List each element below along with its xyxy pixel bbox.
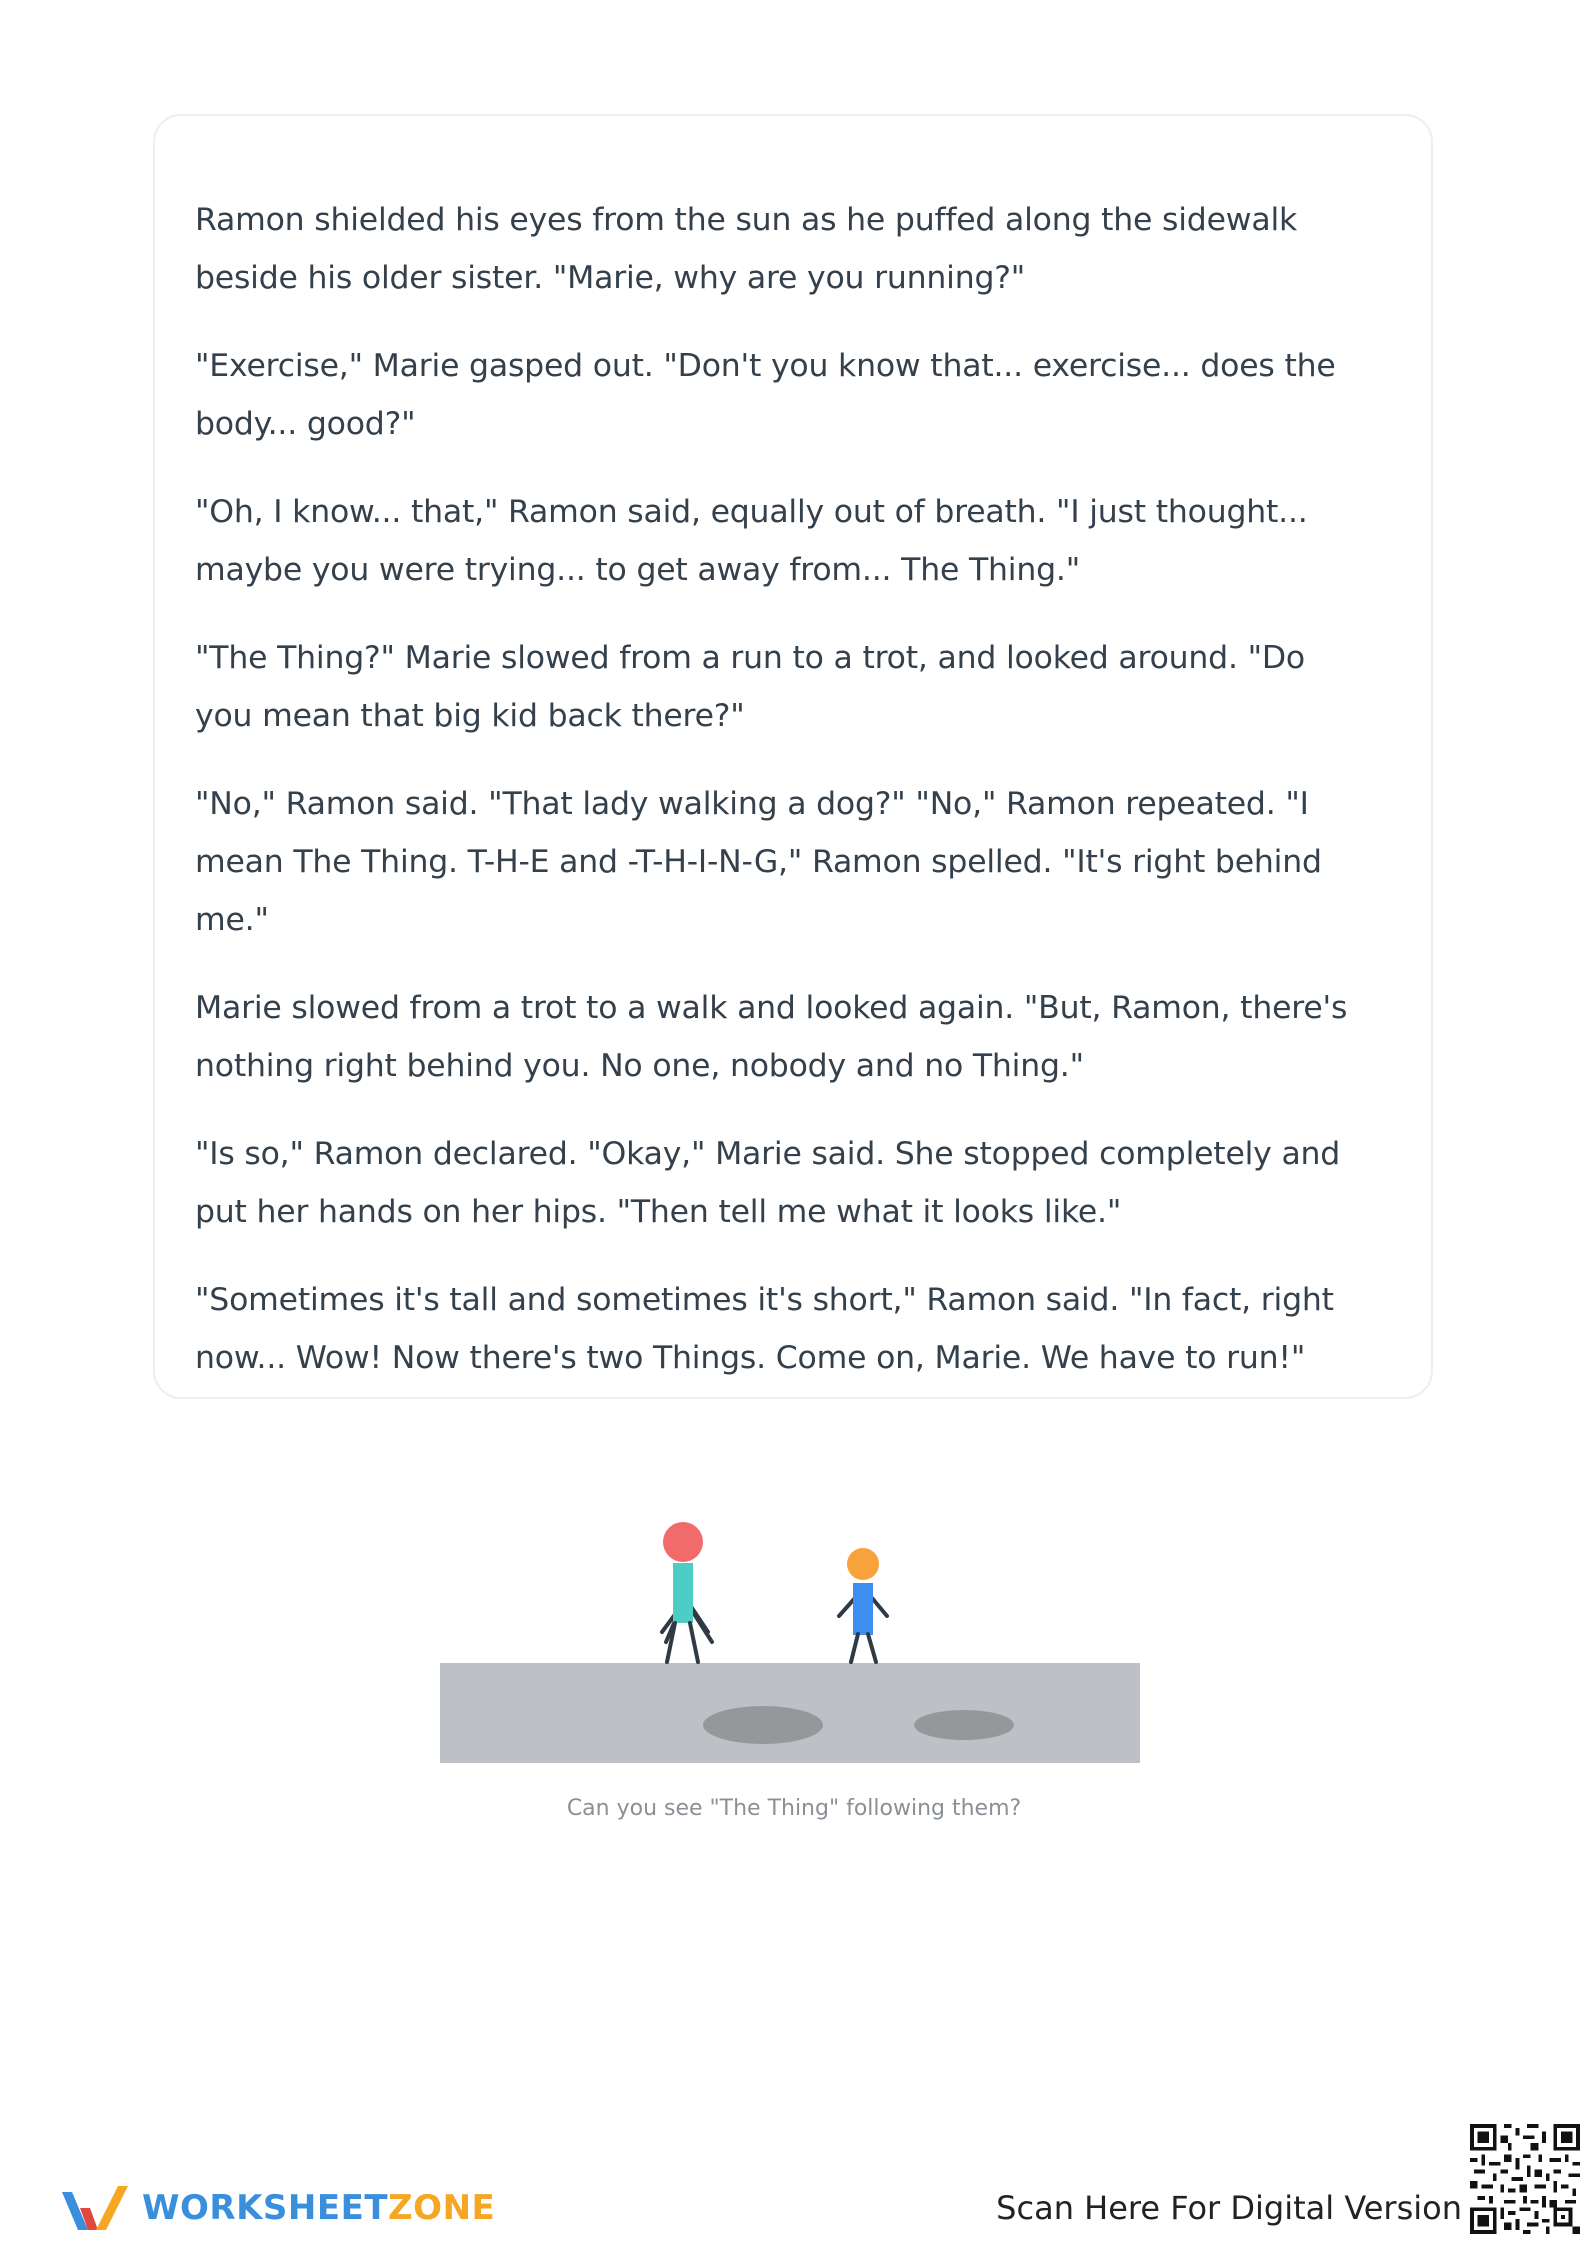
ramon-body — [853, 1583, 873, 1635]
ramon-figure — [839, 1548, 887, 1662]
story-card — [153, 114, 1433, 1399]
story-paragraph-8: "Sometimes it's tall and sometimes it's short," Ramon said. "In fact, right now... Wow! Now there's two Things. Come on, Marie. We have to run!" — [195, 1282, 1334, 1376]
marie-figure — [662, 1522, 712, 1662]
thing-shadow-small — [914, 1710, 1014, 1740]
story-paragraph-2: "Exercise," Marie gasped out. "Don't you know that... exercise... does the body... good?" — [195, 348, 1336, 442]
story-paragraph-7: "Is so," Ramon declared. "Okay," Marie said. She stopped completely and put her hands on her hips. "Then tell me what it looks like." — [195, 1136, 1341, 1230]
story-paragraph-1: Ramon shielded his eyes from the sun as he puffed along the sidewalk beside his older sister. "Marie, why are you running?" — [195, 202, 1298, 296]
qr-code-icon[interactable] — [1470, 2124, 1580, 2234]
logo-text-worksheet: WORKSHEET — [142, 2188, 389, 2228]
marie-head — [663, 1522, 703, 1562]
logo-text-zone: ZONE — [388, 2188, 496, 2228]
marie-body — [673, 1563, 693, 1623]
thing-shadow-large — [703, 1706, 823, 1744]
worksheetzone-logo — [58, 2180, 495, 2236]
ramon-head — [847, 1548, 879, 1580]
logo-w-icon — [58, 2180, 132, 2236]
story-paragraph-5: "No," Ramon said. "That lady walking a dog?" "No," Ramon repeated. "I mean The Thing. T-H-E and -T-H-I-N-G," Ramon spelled. "It's right behind me." — [195, 786, 1322, 938]
logo-text — [142, 2188, 495, 2228]
story-paragraph-6: Marie slowed from a trot to a walk and looked again. "But, Ramon, there's nothing right behind you. No one, nobody and no Thing." — [195, 990, 1348, 1084]
story-paragraph-4: "The Thing?" Marie slowed from a run to a trot, and looked around. "Do you mean that big kid back there?" — [195, 640, 1306, 734]
scan-instruction: Scan Here For Digital Version — [996, 2189, 1462, 2227]
illustration-caption: Can you see "The Thing" following them? — [566, 1796, 1022, 1821]
story-paragraph-3: "Oh, I know... that," Ramon said, equally out of breath. "I just thought... maybe you were trying... to get away from... The Thing." — [195, 494, 1308, 588]
story-illustration — [440, 1520, 1145, 1770]
